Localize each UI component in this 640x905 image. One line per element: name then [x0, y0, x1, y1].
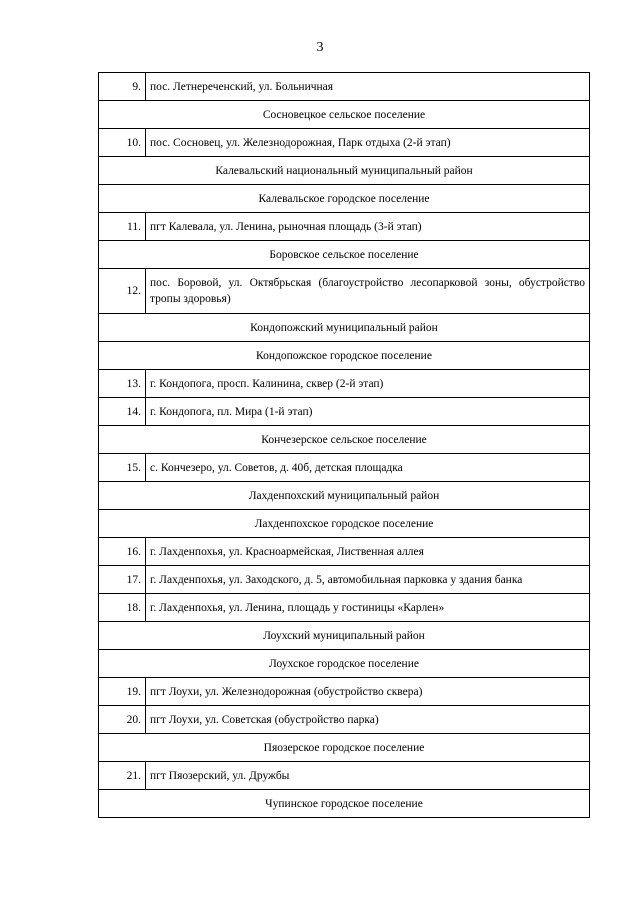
- row-address: г. Кондопога, просп. Калинина, сквер (2-й этап): [146, 370, 590, 398]
- table-row: [99, 213, 590, 241]
- section-header-row: [99, 482, 590, 510]
- row-address: г. Лахденпохья, ул. Заходского, д. 5, автомобильная парковка у здания банка: [146, 566, 590, 594]
- row-address: пгт Лоухи, ул. Советская (обустройство парка): [146, 706, 590, 734]
- row-address: пгт Лоухи, ул. Железнодорожная (обустройство сквера): [146, 678, 590, 706]
- table-row: [99, 566, 590, 594]
- table-row: [99, 269, 590, 314]
- table-row: [99, 678, 590, 706]
- row-address: г. Лахденпохья, ул. Ленина, площадь у гостиницы «Карлен»: [146, 594, 590, 622]
- row-number: 17.: [99, 566, 146, 594]
- row-address: г. Кондопога, пл. Мира (1-й этап): [146, 398, 590, 426]
- row-number: 19.: [99, 678, 146, 706]
- section-header-row: [99, 426, 590, 454]
- row-address: г. Лахденпохья, ул. Красноармейская, Лиственная аллея: [146, 538, 590, 566]
- row-address: с. Кончезеро, ул. Советов, д. 40б, детская площадка: [146, 454, 590, 482]
- row-number: 18.: [99, 594, 146, 622]
- section-title: Лоухский муниципальный район: [99, 622, 590, 650]
- row-number: 10.: [99, 129, 146, 157]
- section-header-row: [99, 314, 590, 342]
- section-header-row: [99, 622, 590, 650]
- section-header-row: [99, 790, 590, 818]
- section-header-row: [99, 734, 590, 762]
- table-row: [99, 398, 590, 426]
- row-address: пгт Калевала, ул. Ленина, рыночная площадь (3-й этап): [146, 213, 590, 241]
- table-row: [99, 73, 590, 101]
- section-header-row: [99, 650, 590, 678]
- section-title: Пяозерское городское поселение: [99, 734, 590, 762]
- row-number: 16.: [99, 538, 146, 566]
- table-row: [99, 370, 590, 398]
- row-address: пос. Боровой, ул. Октябрьская (благоустройство лесопарковой зоны, обустройство тропы здоровья): [146, 269, 590, 314]
- table-row: [99, 538, 590, 566]
- table-row: [99, 762, 590, 790]
- row-number: 21.: [99, 762, 146, 790]
- row-number: 15.: [99, 454, 146, 482]
- section-header-row: [99, 101, 590, 129]
- page-number: 3: [316, 40, 324, 55]
- row-number: 9.: [99, 73, 146, 101]
- section-title: Лахденпохский муниципальный район: [99, 482, 590, 510]
- section-title: Сосновецкое сельское поселение: [99, 101, 590, 129]
- section-title: Калевальский национальный муниципальный район: [99, 157, 590, 185]
- section-title: Калевальское городское поселение: [99, 185, 590, 213]
- table-row: [99, 594, 590, 622]
- section-header-row: [99, 241, 590, 269]
- row-number: 14.: [99, 398, 146, 426]
- row-number: 11.: [99, 213, 146, 241]
- section-title: Кондопожский муниципальный район: [99, 314, 590, 342]
- row-address: пос. Сосновец, ул. Железнодорожная, Парк отдыха (2-й этап): [146, 129, 590, 157]
- row-number: 13.: [99, 370, 146, 398]
- section-header-row: [99, 342, 590, 370]
- row-address: пгт Пяозерский, ул. Дружбы: [146, 762, 590, 790]
- table-row: [99, 706, 590, 734]
- section-header-row: [99, 157, 590, 185]
- table-row: [99, 454, 590, 482]
- section-title: Кончезерское сельское поселение: [99, 426, 590, 454]
- row-address: пос. Летнереченский, ул. Больничная: [146, 73, 590, 101]
- section-header-row: [99, 185, 590, 213]
- table-row: [99, 129, 590, 157]
- table-body: [99, 73, 590, 818]
- row-number: 12.: [99, 269, 146, 314]
- section-title: Лахденпохское городское поселение: [99, 510, 590, 538]
- row-number: 20.: [99, 706, 146, 734]
- section-title: Боровское сельское поселение: [99, 241, 590, 269]
- section-title: Лоухское городское поселение: [99, 650, 590, 678]
- settlements-table: [98, 72, 590, 818]
- section-header-row: [99, 510, 590, 538]
- section-title: Кондопожское городское поселение: [99, 342, 590, 370]
- section-title: Чупинское городское поселение: [99, 790, 590, 818]
